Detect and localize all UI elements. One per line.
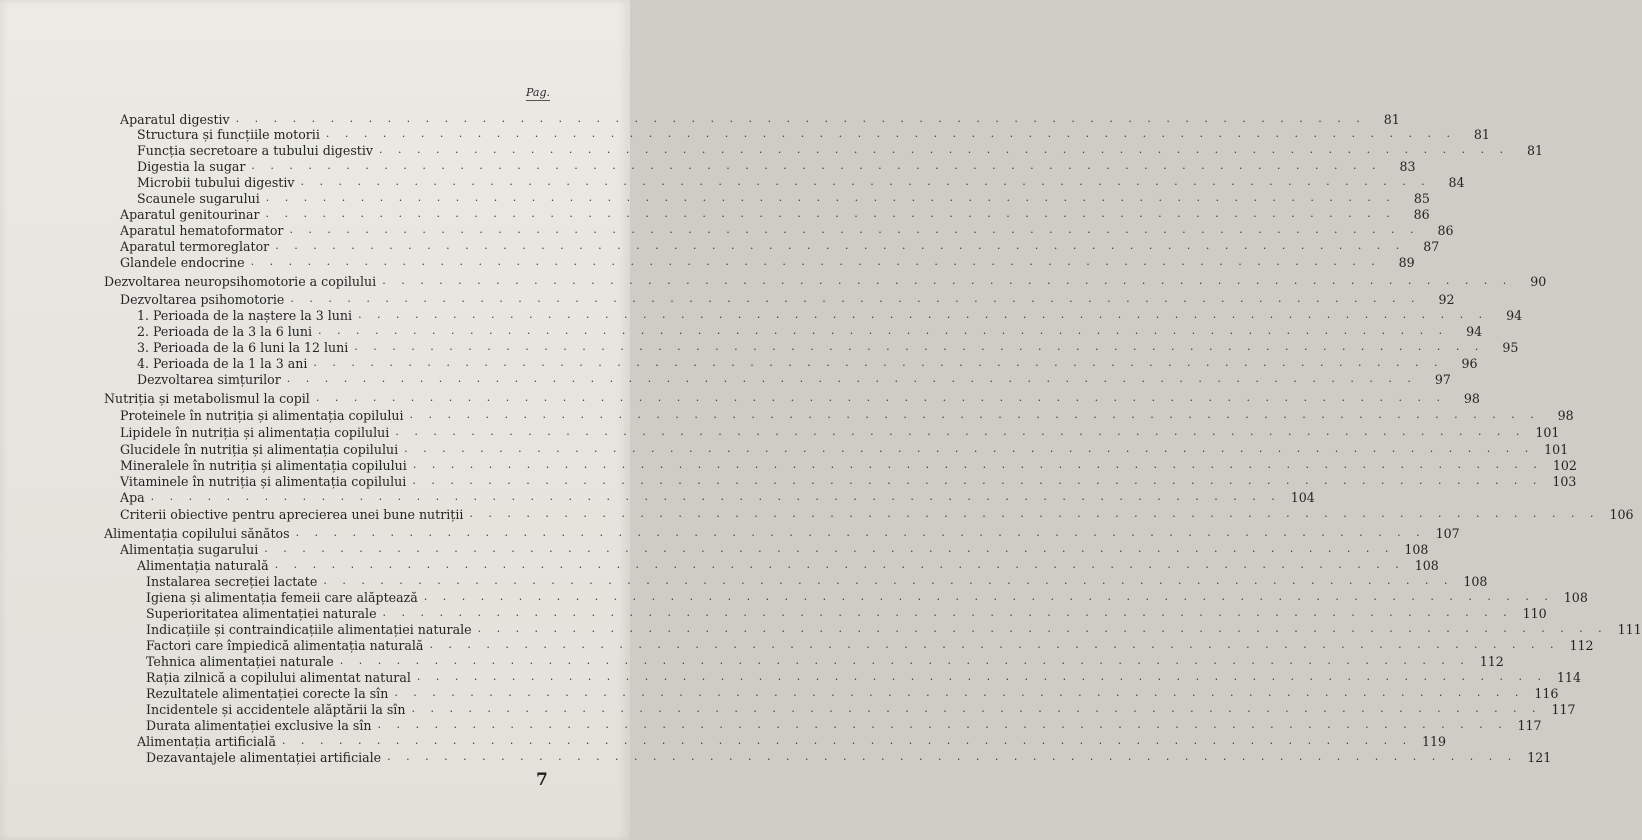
toc-entry-page: 85 [1413,191,1430,206]
toc-leader-dots: . . . . . . . . . . . . . . . . . . . . . . . . . . . . . . . . . . . . . . . . . . . . . . . . . . . . . . . . . . . . [251,159,1382,172]
toc-entry-title: Aparatul digestiv [120,112,230,127]
toc-entry-title: Apa [120,490,145,505]
toc-leader-dots: . . . . . . . . . . . . . . . . . . . . . . . . . . . . . . . . . . . . . . . . . . . . . . . . . . . . . . . . . . . . [412,458,1543,471]
toc-entry-title: Aparatul genitourinar [120,207,260,222]
toc-entry-title: Rezultatele alimentației corecte la sîn [146,686,389,701]
toc-entry-title: Glandele endocrine [120,255,245,270]
toc-leader-dots: . . . . . . . . . . . . . . . . . . . . . . . . . . . . . . . . . . . . . . . . . . . . . . . . . . . . . . . . . . . . [477,622,1608,635]
toc-entry [120,472,1577,489]
toc-entry-title: Digestia la sugar [137,159,246,174]
toc-leader-dots: . . . . . . . . . . . . . . . . . . . . . . . . . . . . . . . . . . . . . . . . . . . . . . . . . . . . . . . . . . . . [274,558,1405,571]
toc-leader-dots: . . . . . . . . . . . . . . . . . . . . . . . . . . . . . . . . . . . . . . . . . . . . . . . . . . . . . . . . . . . . [404,442,1535,455]
toc-entry-title: Microbii tubului digestiv [137,175,295,190]
toc-entry [137,732,1447,749]
toc-entry [137,370,1451,387]
toc-entry [137,556,1439,573]
toc-entry-title: Superioritatea alimentației naturale [146,606,377,621]
toc-leader-dots: . . . . . . . . . . . . . . . . . . . . . . . . . . . . . . . . . . . . . . . . . . . . . . . . . . . . . . . . . . . . [339,654,1470,667]
toc-entry-page: 98 [1463,391,1480,406]
toc-entry-title: Rația zilnică a copilului alimentat natural [146,670,411,685]
toc-entry-page: 110 [1522,606,1547,621]
toc-entry-title: Indicațiile și contraindicațiile alimentației naturale [146,622,472,637]
toc-entry-title: 3. Perioada de la 6 luni la 12 luni [137,340,349,355]
toc-leader-dots: . . . . . . . . . . . . . . . . . . . . . . . . . . . . . . . . . . . . . . . . . . . . . . . . . . . . . . . . . . . . [387,750,1518,763]
toc-entry-page: 106 [1609,507,1634,522]
toc-leader-dots: . . . . . . . . . . . . . . . . . . . . . . . . . . . . . . . . . . . . . . . . . . . . . . . . . . . . . . . . . . . . [358,308,1489,321]
toc-entry-page: 108 [1414,558,1439,573]
toc-entry-title: Factori care împiedică alimentația naturală [146,638,424,653]
toc-leader-dots: . . . . . . . . . . . . . . . . . . . . . . . . . . . . . . . . . . . . . . . . . . . . . . . . . . . . . . . . . . . . [264,542,1395,555]
toc-leader-dots: . . . . . . . . . . . . . . . . . . . . . . . . . . . . . . . . . . . . . . . . . . . . . . . . . . . . . . . . . . . . [377,718,1508,731]
toc-entry-page: 81 [1473,127,1490,142]
toc-entry-page: 86 [1437,223,1454,238]
toc-leader-dots: . . . . . . . . . . . . . . . . . . . . . . . . . . . . . . . . . . . . . . . . . . . . . . . . . . . . . . . . . . . . [354,340,1485,353]
toc-entry-title: Dezvoltarea simțurilor [137,372,281,387]
toc-entry-title: Scaunele sugarului [137,191,260,206]
toc-leader-dots: . . . . . . . . . . . . . . . . . . . . . . . . . . . . . . . . . . . . . . . . . . . . . . . . . . . . . . . . . . . . [469,507,1600,520]
toc-leader-dots: . . . . . . . . . . . . . . . . . . . . . . . . . . . . . . . . . . . . . . . . . . . . . . . . . . . . . . . . . . . . [281,734,1413,747]
toc-entry-page: 108 [1463,574,1488,589]
toc-entry-page: 102 [1552,458,1577,473]
toc-entry [137,173,1465,190]
toc-leader-dots: . . . . . . . . . . . . . . . . . . . . . . . . . . . . . . . . . . . . . . . . . . . . . . . . . . . . . . . . . . . . [235,112,1366,125]
toc-entry-title: Instalarea secreției lactate [146,574,318,589]
toc-entry-page: 112 [1569,638,1594,653]
toc-leader-dots: . . . . . . . . . . . . . . . . . . . . . . . . . . . . . . . . . . . . . . . . . . . . . . . . . . . . . . . . . . . . [300,175,1431,188]
toc-entry-title: Alimentația sugarului [120,542,259,557]
toc-entry-title: Alimentația naturală [137,558,269,573]
toc-entry [146,700,1576,717]
toc-entry-page: 103 [1552,474,1577,489]
toc-leader-dots: . . . . . . . . . . . . . . . . . . . . . . . . . . . . . . . . . . . . . . . . . . . . . . . . . . . . . . . . . . . . [382,606,1513,619]
toc-entry-title: 1. Perioada de la naștere la 3 luni [137,308,353,323]
toc-leader-dots: . . . . . . . . . . . . . . . . . . . . . . . . . . . . . . . . . . . . . . . . . . . . . . . . . . . . . . . . . . . . [265,207,1396,220]
toc-entry-page: 117 [1551,702,1576,717]
toc-leader-dots: . . . . . . . . . . . . . . . . . . . . . . . . . . . . . . . . . . . . . . . . . . . . . . . . . . . . . . . . . . . . [290,292,1421,305]
toc-entry-title: Glucidele în nutriția și alimentația copilului [120,442,399,457]
toc-entry-page: 116 [1534,686,1559,701]
toc-entry [120,456,1577,473]
toc-leader-dots: . . . . . . . . . . . . . . . . . . . . . . . . . . . . . . . . . . . . . . . . . . . . . . . . . . . . . . . . . . . . [423,590,1554,603]
toc-entry [120,253,1415,270]
toc-entry-title: Structura și funcțiile motorii [137,127,320,142]
toc-leader-dots: . . . . . . . . . . . . . . . . . . . . . . . . . . . . . . . . . . . . . . . . . . . . . . . . . . . . . . . . . . . . [416,670,1547,683]
toc-entry-title: Dezvoltarea neuropsihomotorie a copilului [104,274,377,289]
toc-entry [146,668,1581,685]
toc-leader-dots: . . . . . . . . . . . . . . . . . . . . . . . . . . . . . . . . . . . . . . . . . . . . . . . . . . . . . . . . . . . . [394,686,1525,699]
toc-entry [137,354,1478,371]
toc-entry [120,290,1455,307]
toc-entry-page: 94 [1466,324,1483,339]
toc-entry [104,272,1547,289]
toc-entry [120,406,1574,423]
toc-entry [120,205,1430,222]
toc-entry [146,572,1488,589]
toc-entry-page: 94 [1506,308,1523,323]
toc-entry [137,125,1490,142]
toc-leader-dots: . . . . . . . . . . . . . . . . . . . . . . . . . . . . . . . . . . . . . . . . . . . . . . . . . . . . . . . . . . . . [412,474,1543,487]
toc-entry-page: 90 [1530,274,1547,289]
toc-leader-dots: . . . . . . . . . . . . . . . . . . . . . . . . . . . . . . . . . . . . . . . . . . . . . . . . . . . . . . . . . . . . [323,574,1454,587]
toc-entry-title: Criterii obiective pentru aprecierea unei bune nutriții [120,507,464,522]
toc-entry-title: Igiena și alimentația femeii care alăptează [146,590,418,605]
toc-leader-dots: . . . . . . . . . . . . . . . . . . . . . . . . . . . . . . . . . . . . . . . . . . . . . . . . . . . . . . . . . . . . [250,255,1381,268]
toc-entry [137,322,1483,339]
toc-entry-title: Proteinele în nutriția și alimentația copilului [120,408,404,423]
toc-leader-dots: . . . . . . . . . . . . . . . . . . . . . . . . . . . . . . . . . . . . . . . . . . . . . . . . . . . . . . . . . . . . [382,274,1513,287]
toc-entry-page: 97 [1434,372,1451,387]
toc-entry-page: 114 [1556,670,1581,685]
toc-leader-dots: . . . . . . . . . . . . . . . . . . . . . . . . . . . . . . . . . . . . . . . . . . . . . . . . . . . . . . . . . . . . [286,372,1417,385]
toc-entry [137,157,1416,174]
toc-leader-dots: . . . . . . . . . . . . . . . . . . . . . . . . . . . . . . . . . . . . . . . . . . . . . . . . . . . . . . . . . . . . [325,127,1456,140]
toc-leader-dots: . . . . . . . . . . . . . . . . . . . . . . . . . . . . . . . . . . . . . . . . . . . . . . . . . . . . . . . . . . . . [150,490,1281,503]
toc-entry-title: Vitaminele în nutriția și alimentația copilului [120,474,407,489]
toc-entry-title: Lipidele în nutriția și alimentația copilului [120,425,390,440]
toc-entry-page: 96 [1461,356,1478,371]
toc-entry-title: Dezvoltarea psihomotorie [120,292,285,307]
toc-entry-page: 107 [1435,526,1460,541]
toc-entry-page: 81 [1527,143,1544,158]
toc-entry-title: Dezavantajele alimentației artificiale [146,750,382,765]
toc-entry-page: 86 [1413,207,1430,222]
toc-entry [137,306,1523,323]
toc-entry-title: Durata alimentației exclusive la sîn [146,718,372,733]
toc-entry-page: 111 [1617,622,1642,637]
toc-entry-page: 117 [1517,718,1542,733]
toc-entry [146,588,1588,605]
toc-entry [120,488,1315,505]
toc-entry-title: Mineralele în nutriția și alimentația copilului [120,458,407,473]
toc-entry-title: Alimentația artificială [137,734,276,749]
toc-entry [146,620,1642,637]
toc-entry-page: 95 [1502,340,1519,355]
toc-entry-page: 101 [1535,425,1560,440]
toc-entry-title: Nutriția și metabolismul la copil [104,391,310,406]
toc-entry [146,652,1504,669]
toc-entry [146,636,1594,653]
toc-entry-page: 101 [1544,442,1569,457]
toc-entry-page: 87 [1423,239,1440,254]
toc-leader-dots: . . . . . . . . . . . . . . . . . . . . . . . . . . . . . . . . . . . . . . . . . . . . . . . . . . . . . . . . . . . . [395,425,1526,438]
toc-entry-title: 4. Perioada de la 1 la 3 ani [137,356,308,371]
toc-entry-page: 108 [1404,542,1429,557]
toc-leader-dots: . . . . . . . . . . . . . . . . . . . . . . . . . . . . . . . . . . . . . . . . . . . . . . . . . . . . . . . . . . . . [411,702,1542,715]
page-folio-number: 7 [536,770,548,790]
toc-leader-dots: . . . . . . . . . . . . . . . . . . . . . . . . . . . . . . . . . . . . . . . . . . . . . . . . . . . . . . . . . . . . [429,638,1560,651]
toc-entry-title: 2. Perioada de la 3 la 6 luni [137,324,312,339]
toc-entry-page: 81 [1383,112,1400,127]
toc-leader-dots: . . . . . . . . . . . . . . . . . . . . . . . . . . . . . . . . . . . . . . . . . . . . . . . . . . . . . . . . . . . . [318,324,1449,337]
page-column-label: Pag. [526,86,551,99]
toc-entry-title: Aparatul hematoformator [120,223,284,238]
toc-entry [146,748,1552,765]
toc-leader-dots: . . . . . . . . . . . . . . . . . . . . . . . . . . . . . . . . . . . . . . . . . . . . . . . . . . . . . . . . . . . . [409,408,1540,421]
toc-entry [120,440,1569,457]
toc-entry-title: Tehnica alimentației naturale [146,654,334,669]
toc-entry [137,141,1544,158]
toc-entry-title: Alimentația copilului sănătos [104,526,290,541]
toc-entry-page: 92 [1438,292,1455,307]
toc-entry [146,684,1559,701]
toc-entry-page: 104 [1290,490,1315,505]
toc-entry [137,189,1430,206]
toc-leader-dots: . . . . . . . . . . . . . . . . . . . . . . . . . . . . . . . . . . . . . . . . . . . . . . . . . . . . . . . . . . . . [289,223,1420,236]
toc-leader-dots: . . . . . . . . . . . . . . . . . . . . . . . . . . . . . . . . . . . . . . . . . . . . . . . . . . . . . . . . . . . . [275,239,1406,252]
toc-entry-page: 108 [1563,590,1588,605]
toc-entry-page: 84 [1448,175,1465,190]
toc-entry [137,338,1519,355]
toc-leader-dots: . . . . . . . . . . . . . . . . . . . . . . . . . . . . . . . . . . . . . . . . . . . . . . . . . . . . . . . . . . . . [313,356,1444,369]
toc-entry [146,716,1542,733]
toc-leader-dots: . . . . . . . . . . . . . . . . . . . . . . . . . . . . . . . . . . . . . . . . . . . . . . . . . . . . . . . . . . . . [265,191,1396,204]
toc-entry-title: Incidentele și accidentele alăptării la sîn [146,702,406,717]
toc-entry-page: 83 [1399,159,1416,174]
toc-entry-page: 98 [1557,408,1574,423]
toc-entry [104,389,1480,406]
toc-entry-title: Aparatul termoreglator [120,239,270,254]
toc-entry [120,423,1560,440]
toc-entry [120,221,1454,238]
toc-entry [120,505,1634,522]
toc-entry-page: 89 [1398,255,1415,270]
toc-leader-dots: . . . . . . . . . . . . . . . . . . . . . . . . . . . . . . . . . . . . . . . . . . . . . . . . . . . . . . . . . . . . [315,391,1446,404]
toc-entry [120,540,1429,557]
toc-entry [104,524,1460,541]
toc-entry-page: 112 [1479,654,1504,669]
toc-leader-dots: . . . . . . . . . . . . . . . . . . . . . . . . . . . . . . . . . . . . . . . . . . . . . . . . . . . . . . . . . . . . [295,526,1426,539]
toc-entry [120,237,1440,254]
toc-entry [146,604,1547,621]
toc-leader-dots: . . . . . . . . . . . . . . . . . . . . . . . . . . . . . . . . . . . . . . . . . . . . . . . . . . . . . . . . . . . . [378,143,1510,156]
toc-entry-page: 121 [1527,750,1552,765]
toc-entry-title: Funcția secretoare a tubului digestiv [137,143,373,158]
toc-entry-page: 119 [1422,734,1447,749]
